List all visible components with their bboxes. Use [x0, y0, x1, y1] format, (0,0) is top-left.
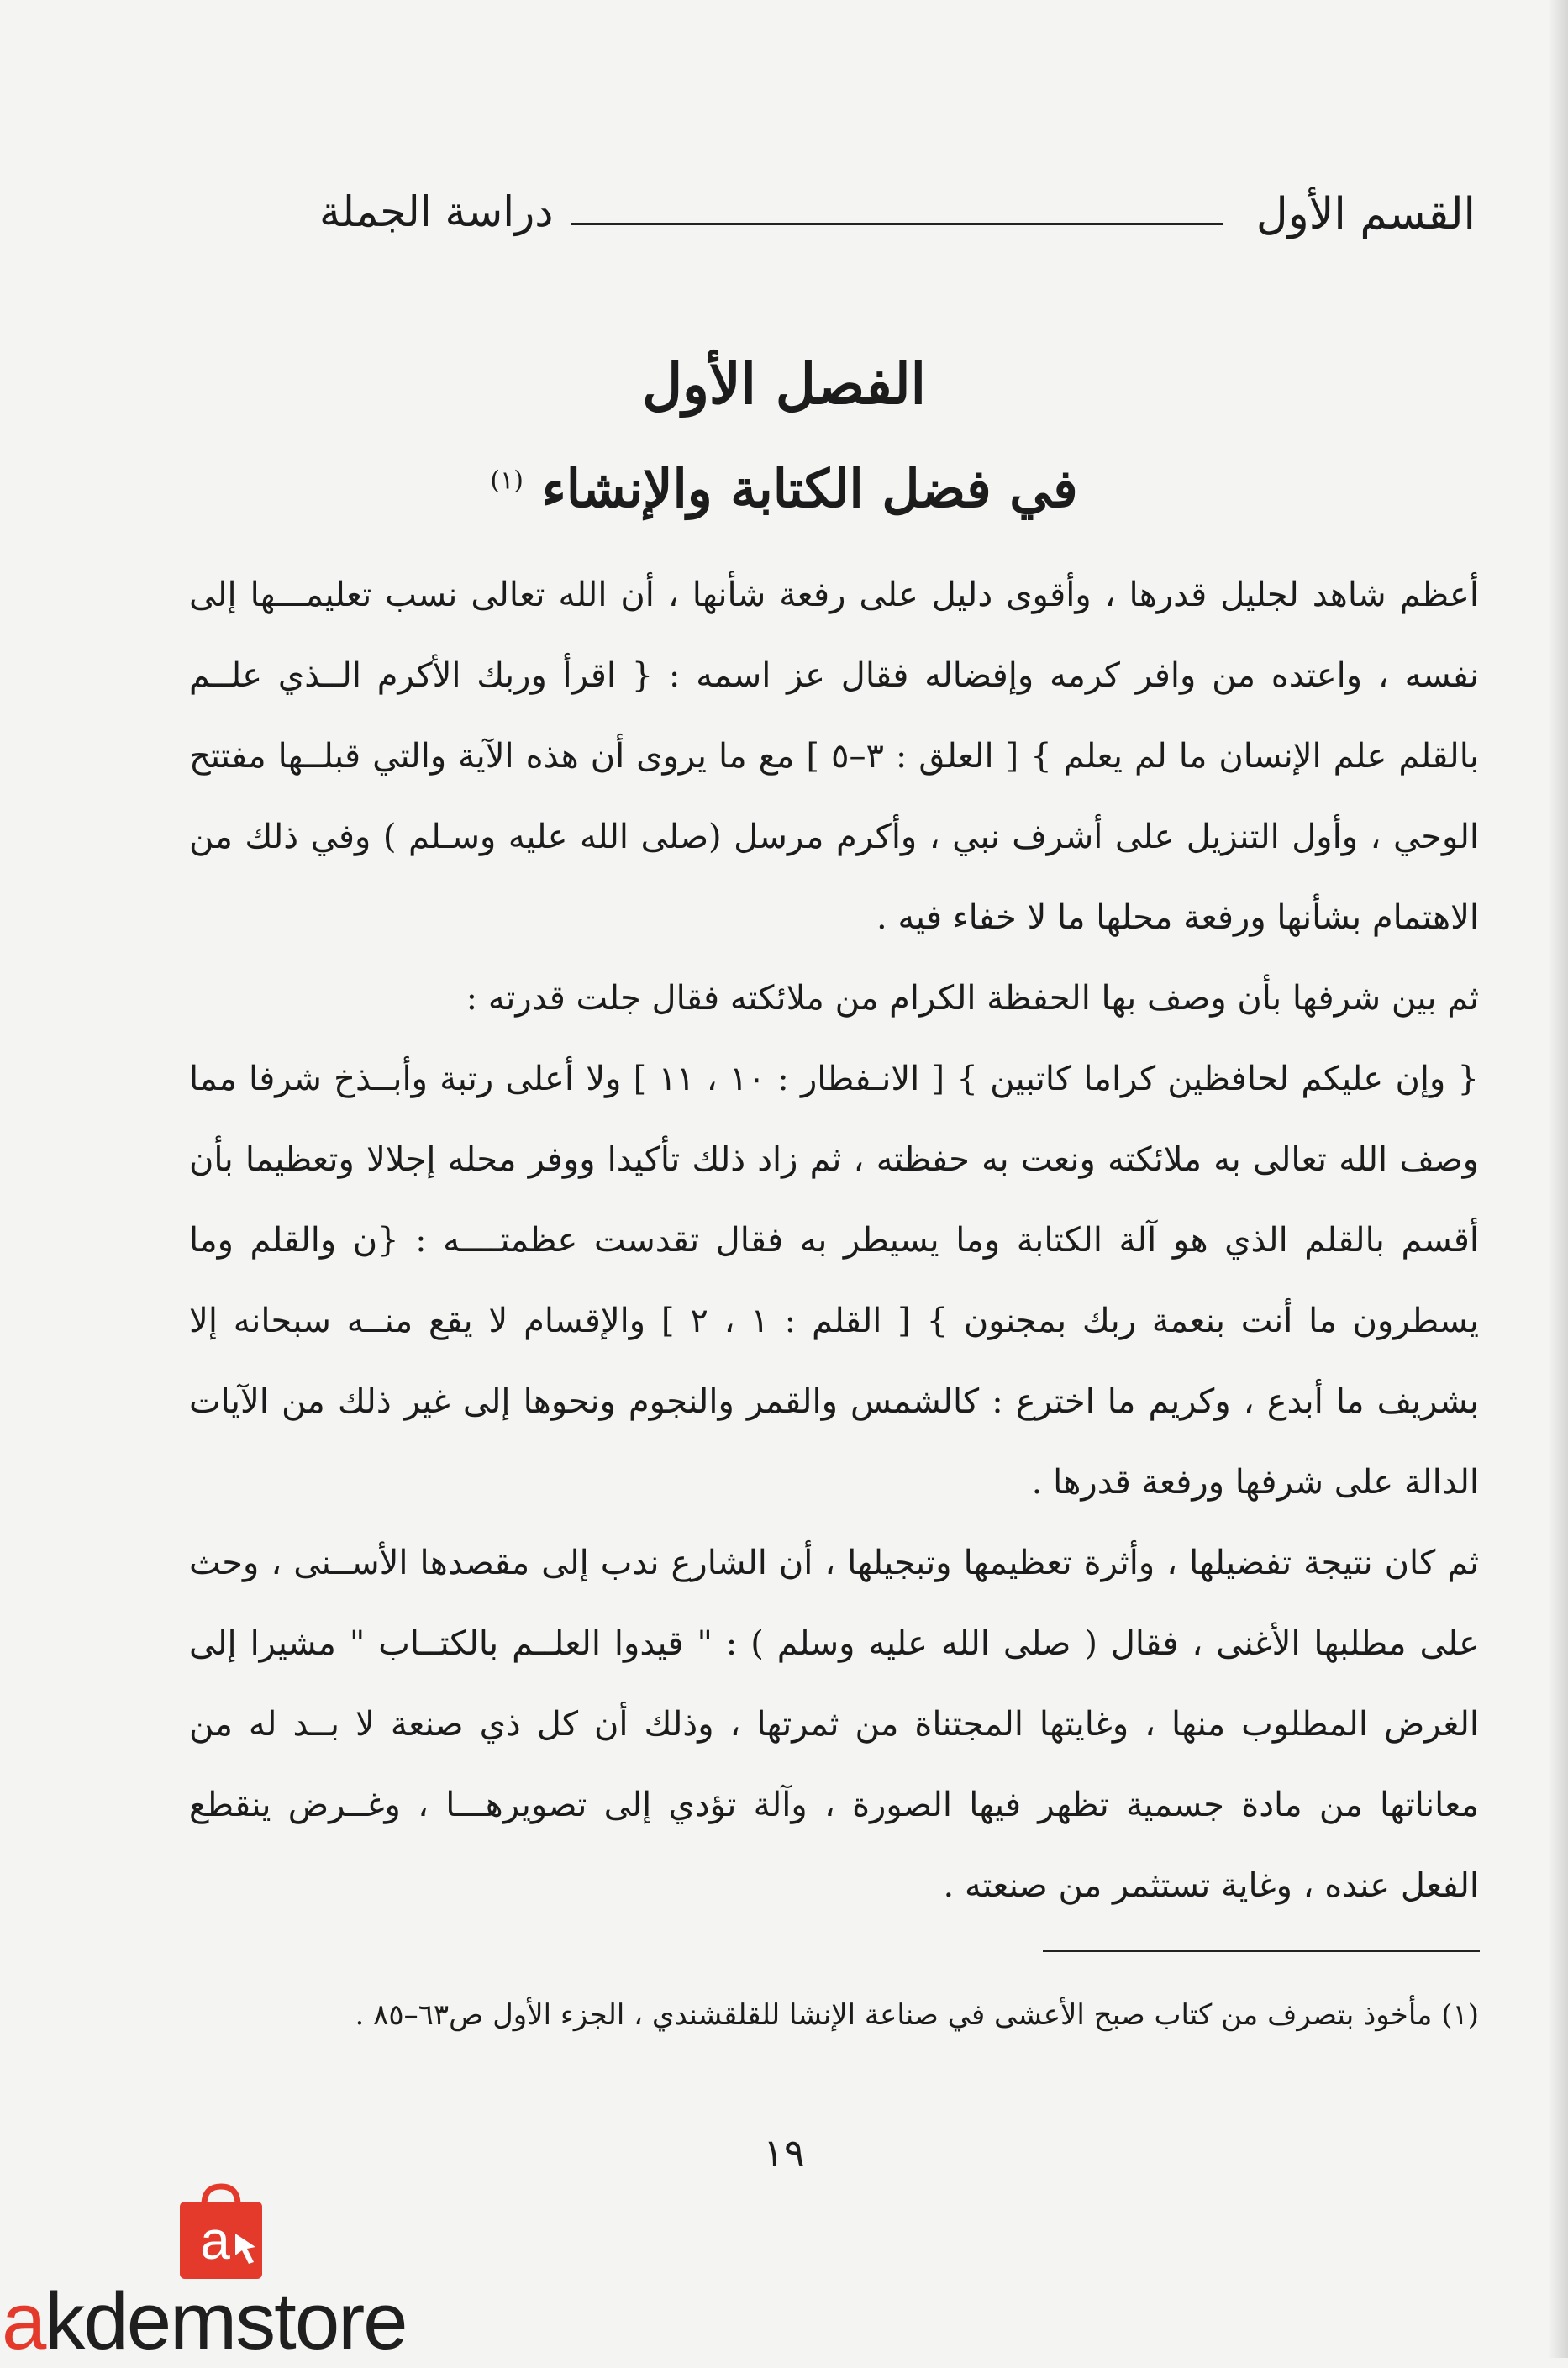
header-subject-title: دراسة الجملة [319, 187, 554, 236]
store-name-first-letter: a [2, 2276, 45, 2366]
store-name [2, 2276, 407, 2368]
store-watermark-logo [0, 2181, 471, 2366]
footnote: (١) مأخوذ بتصرف من كتاب صبح الأعشى في صناعة الإنشا للقلقشندي ، الجزء الأول ص٦٣–٨٥ . [355, 1998, 1479, 2032]
store-name-rest: kdemstore [45, 2276, 407, 2366]
running-header [319, 181, 1476, 256]
chapter-subtitle-text: في فضل الكتابة والإنشاء [541, 458, 1078, 519]
header-rule [571, 223, 1223, 225]
paragraph: ثم بين شرفها بأن وصف بها الحفظة الكرام من ملائكته فقال جلت قدرته : [466, 979, 1479, 1018]
chapter-title: الفصل الأول [642, 351, 926, 417]
footnote-marker: (١) [490, 466, 524, 496]
paragraph: { وإن عليكم لحافظين كراما كاتبين } [ الانـفطار : ١٠ ، ١١ ] ولا أعلى رتبة وأبــذخ شرفا مما وصف الله تعالى به ملائكته ونعت به حفظته ، ثم زاد ذلك تأكيدا ووفر محله إجلالا وتعظيما بأن أقسم بالقلم الذي هو آلة الكتابة وما يسيطر به فقال تقدست عظمتــــه : {ن والقلم وما يسطرون ما أنت بنعمة ربك بمجنون } [ القلم : ١ ، ٢ ] والإقسام لا يقع منــه سبحانه إلا بشريف ما أبدع ، وكريم ما اخترع : كالشمس والقمر والنجوم ونحوها إلى غير ذلك من الآيات الدالة على شرفها ورفعة قدرها . [189, 1060, 1480, 1502]
paragraph: أعظم شاهد لجليل قدرها ، وأقوى دليل على رفعة شأنها ، أن الله تعالى نسب تعليمـــها إلى نفسه ، واعتده من وافر كرمه وإفضاله فقال عز اسمه : { اقرأ وربك الأكرم الــذي علــم بالقلم علم الإنسان ما لم يعلم } [ العلق : ٣–٥ ] مع ما يروى أن هذه الآية والتي قبلــها مفتتح الوحي ، وأول التنزيل على أشرف نبي ، وأكرم مرسل (صلى الله عليه وسـلم ) وفي ذلك من الاهتمام بشأنها ورفعة محلها ما لا خفاء فيه . [189, 576, 1480, 937]
shopping-bag-icon [175, 2181, 267, 2282]
footnote-divider [1043, 1950, 1480, 1952]
chapter-subtitle [0, 458, 1568, 519]
bag-letter: a [200, 2210, 230, 2271]
paragraph: ثم كان نتيجة تفضيلها ، وأثرة تعظيمها وتبجيلها ، أن الشارع ندب إلى مقصدها الأســنى ، وحث على مطلبها الأغنى ، فقال ( صلى الله عليه وسلم ) : " قيدوا العلــم بالكتــاب " مشيرا إلى الغرض المطلوب منها ، وغايتها المجتناة من ثمرتها ، وذلك أن كل ذي صنعة لا بــد له من معاناتها من مادة جسمية تظهر فيها الصورة ، وآلة تؤدي إلى تصويرهـــا ، وغــرض ينقطع الفعل عنده ، وغاية تستثمر من صنعته . [189, 1544, 1479, 1905]
header-section-title: القسم الأول [1255, 189, 1476, 239]
page-number: ١٩ [763, 2130, 805, 2176]
body-text [189, 555, 1479, 1926]
